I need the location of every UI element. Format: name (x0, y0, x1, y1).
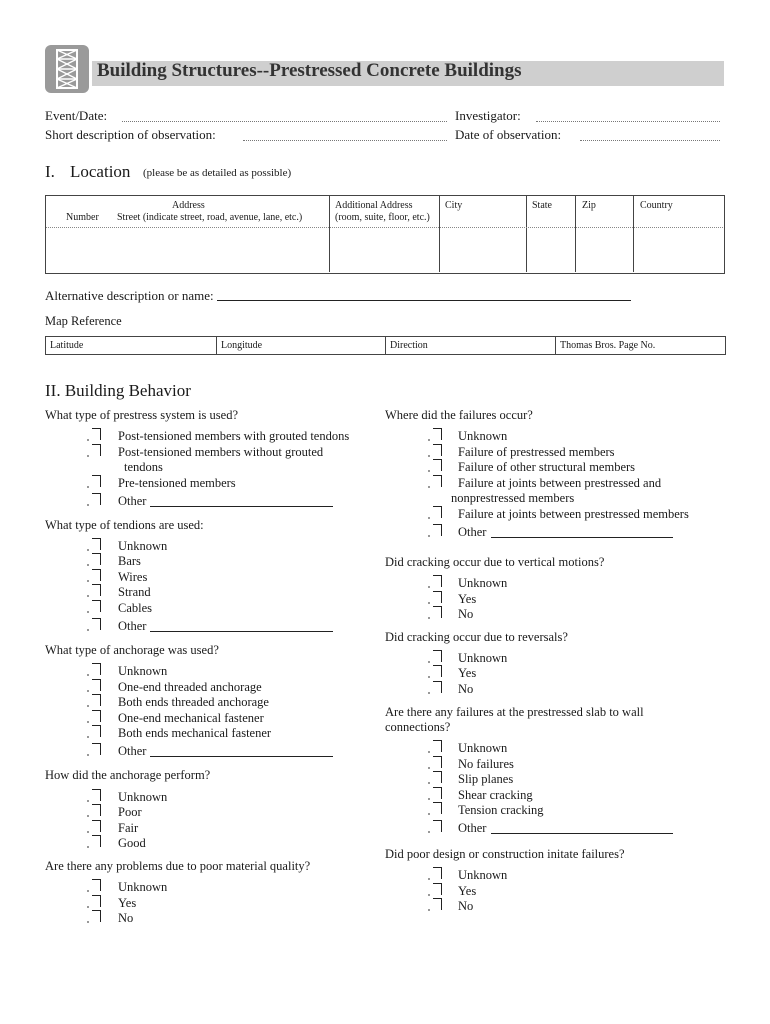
option-label: Unknown (458, 429, 508, 443)
additional-address-note: (room, suite, floor, etc.) (335, 212, 430, 223)
option-label: Good (118, 836, 146, 850)
question-poor-design: Did poor design or construction initate failures? (385, 847, 625, 861)
option-label: Fair (118, 821, 139, 835)
checkbox[interactable] (433, 459, 442, 471)
form-logo (45, 45, 89, 93)
option-label: Failure at joints between prestressed members (458, 507, 689, 521)
option-label: Tension cracking (458, 803, 544, 817)
question-anchorage-performance: How did the anchorage perform? (45, 768, 211, 782)
checkbox[interactable] (433, 740, 442, 752)
option-label: Slip planes (458, 772, 514, 786)
option-label: Bars (118, 554, 141, 568)
option-label: nonprestressed members (451, 491, 575, 505)
checkbox[interactable] (433, 665, 442, 677)
checkbox[interactable] (92, 910, 101, 922)
checkbox[interactable] (433, 867, 442, 879)
checkbox[interactable] (92, 710, 101, 722)
option-label: Post-tensioned members without grouted (118, 445, 324, 459)
option-label: Wires (118, 570, 148, 584)
checkbox[interactable] (92, 725, 101, 737)
option-label: No failures (458, 757, 514, 771)
checkbox[interactable] (433, 444, 442, 456)
date-of-observation-field[interactable] (580, 140, 720, 141)
investigator-label: Investigator: (455, 108, 521, 123)
option-label: tendons (124, 460, 163, 474)
checkbox[interactable] (433, 787, 442, 799)
other-field[interactable] (150, 506, 333, 507)
checkbox[interactable] (433, 575, 442, 587)
checkbox[interactable] (92, 444, 101, 456)
question-anchorage-type: What type of anchorage was used? (45, 643, 219, 657)
option-label: Unknown (118, 664, 168, 678)
question-cracking-reversals: Did cracking occur due to reversals? (385, 630, 568, 644)
option-label: Pre-tensioned members (118, 476, 236, 490)
checkbox[interactable] (433, 820, 442, 832)
country-header: Country (640, 200, 673, 211)
option-label: Yes (458, 592, 477, 606)
checkbox[interactable] (433, 428, 442, 440)
checkbox[interactable] (92, 584, 101, 596)
section-location-number: I. (45, 162, 55, 181)
checkbox[interactable] (92, 475, 101, 487)
option-label: Post-tensioned members with grouted tendons (118, 429, 350, 443)
checkbox[interactable] (92, 820, 101, 832)
section-behavior-heading: II. Building Behavior (45, 381, 191, 400)
address-input[interactable] (46, 229, 329, 271)
checkbox[interactable] (92, 493, 101, 505)
question-slab-wall-failures-cont: connections? (385, 720, 451, 734)
short-description-field[interactable] (243, 140, 447, 141)
checkbox[interactable] (92, 428, 101, 440)
checkbox[interactable] (92, 895, 101, 907)
other-field[interactable] (491, 537, 673, 538)
longitude-cell[interactable]: Longitude (221, 340, 263, 351)
checkbox[interactable] (92, 600, 101, 612)
option-other-label: Other (458, 525, 487, 539)
date-of-observation-label: Date of observation: (455, 127, 562, 142)
checkbox[interactable] (92, 743, 101, 755)
option-label: Yes (458, 666, 477, 680)
checkbox[interactable] (433, 591, 442, 603)
checkbox[interactable] (92, 835, 101, 847)
thomas-bros-cell[interactable]: Thomas Bros. Page No. (560, 340, 656, 351)
city-header: City (445, 200, 463, 211)
address-header: Address (172, 200, 205, 211)
checkbox[interactable] (433, 756, 442, 768)
checkbox[interactable] (92, 538, 101, 550)
zip-header: Zip (582, 200, 596, 211)
option-other-label: Other (458, 821, 487, 835)
question-cracking-vertical: Did cracking occur due to vertical motions? (385, 555, 605, 569)
checkbox[interactable] (92, 789, 101, 801)
checkbox[interactable] (433, 771, 442, 783)
direction-cell[interactable]: Direction (390, 340, 428, 351)
other-field[interactable] (491, 833, 673, 834)
page-title: Building Structures--Prestressed Concrete Buildings (97, 60, 522, 81)
option-other-label: Other (118, 619, 147, 633)
checkbox[interactable] (92, 879, 101, 891)
checkbox[interactable] (433, 606, 442, 618)
checkbox[interactable] (433, 802, 442, 814)
option-other-label: Other (118, 494, 147, 508)
question-slab-wall-failures: Are there any failures at the prestressed slab to wall (385, 705, 644, 719)
option-label: Shear cracking (458, 788, 533, 802)
checkbox[interactable] (92, 663, 101, 675)
question-material-quality: Are there any problems due to poor material quality? (45, 859, 311, 873)
option-label: Unknown (458, 868, 508, 882)
checkbox[interactable] (92, 679, 101, 691)
option-label: One-end threaded anchorage (118, 680, 262, 694)
section-location-note: (please be as detailed as possible) (143, 167, 292, 179)
option-label: Failure of prestressed members (458, 445, 615, 459)
option-label: Unknown (118, 880, 168, 894)
checkbox[interactable] (433, 506, 442, 518)
option-label: Unknown (458, 651, 508, 665)
event-date-label: Event/Date: (45, 108, 108, 123)
option-label: Strand (118, 585, 151, 599)
option-label: No (458, 899, 474, 913)
additional-address-header: Additional Address (335, 200, 413, 211)
question-prestress-system: What type of prestress system is used? (45, 408, 239, 422)
alt-name-label: Alternative description or name: (45, 288, 214, 303)
other-field[interactable] (150, 756, 333, 757)
checkbox[interactable] (433, 475, 442, 487)
state-header: State (532, 200, 552, 211)
structure-icon (45, 45, 89, 93)
option-label: Yes (118, 896, 137, 910)
option-label: Unknown (118, 539, 168, 553)
short-description-label: Short description of observation: (45, 127, 216, 142)
alt-name-field[interactable] (217, 300, 631, 301)
option-label: No (458, 682, 474, 696)
option-label: Poor (118, 805, 142, 819)
investigator-field[interactable] (536, 121, 720, 122)
checkbox[interactable] (92, 694, 101, 706)
option-label: No (118, 911, 134, 925)
map-reference-label: Map Reference (45, 314, 122, 328)
option-label: Unknown (458, 576, 508, 590)
option-label: Unknown (118, 790, 168, 804)
checkbox[interactable] (92, 553, 101, 565)
option-label: Failure at joints between prestressed and (458, 476, 662, 490)
street-header: Street (indicate street, road, avenue, lane, etc.) (117, 212, 303, 223)
event-date-field[interactable] (122, 121, 447, 122)
checkbox[interactable] (433, 883, 442, 895)
checkbox[interactable] (92, 618, 101, 630)
question-failure-location: Where did the failures occur? (385, 408, 533, 422)
option-label: Unknown (458, 741, 508, 755)
checkbox[interactable] (433, 650, 442, 662)
option-label: Failure of other structural members (458, 460, 636, 474)
option-other-label: Other (118, 744, 147, 758)
checkbox[interactable] (92, 804, 101, 816)
number-header: Number (66, 212, 99, 223)
checkbox[interactable] (433, 898, 442, 910)
checkbox[interactable] (433, 681, 442, 693)
option-label: Cables (118, 601, 153, 615)
checkbox[interactable] (92, 569, 101, 581)
option-label: No (458, 607, 474, 621)
option-label: Both ends threaded anchorage (118, 695, 269, 709)
option-label: One-end mechanical fastener (118, 711, 264, 725)
question-tendon-type: What type of tendions are used: (45, 518, 204, 532)
latitude-cell[interactable]: Latitude (50, 340, 84, 351)
checkbox[interactable] (433, 524, 442, 536)
option-label: Yes (458, 884, 477, 898)
option-label: Both ends mechanical fastener (118, 726, 272, 740)
section-location-heading: Location (70, 162, 131, 181)
other-field[interactable] (150, 631, 333, 632)
